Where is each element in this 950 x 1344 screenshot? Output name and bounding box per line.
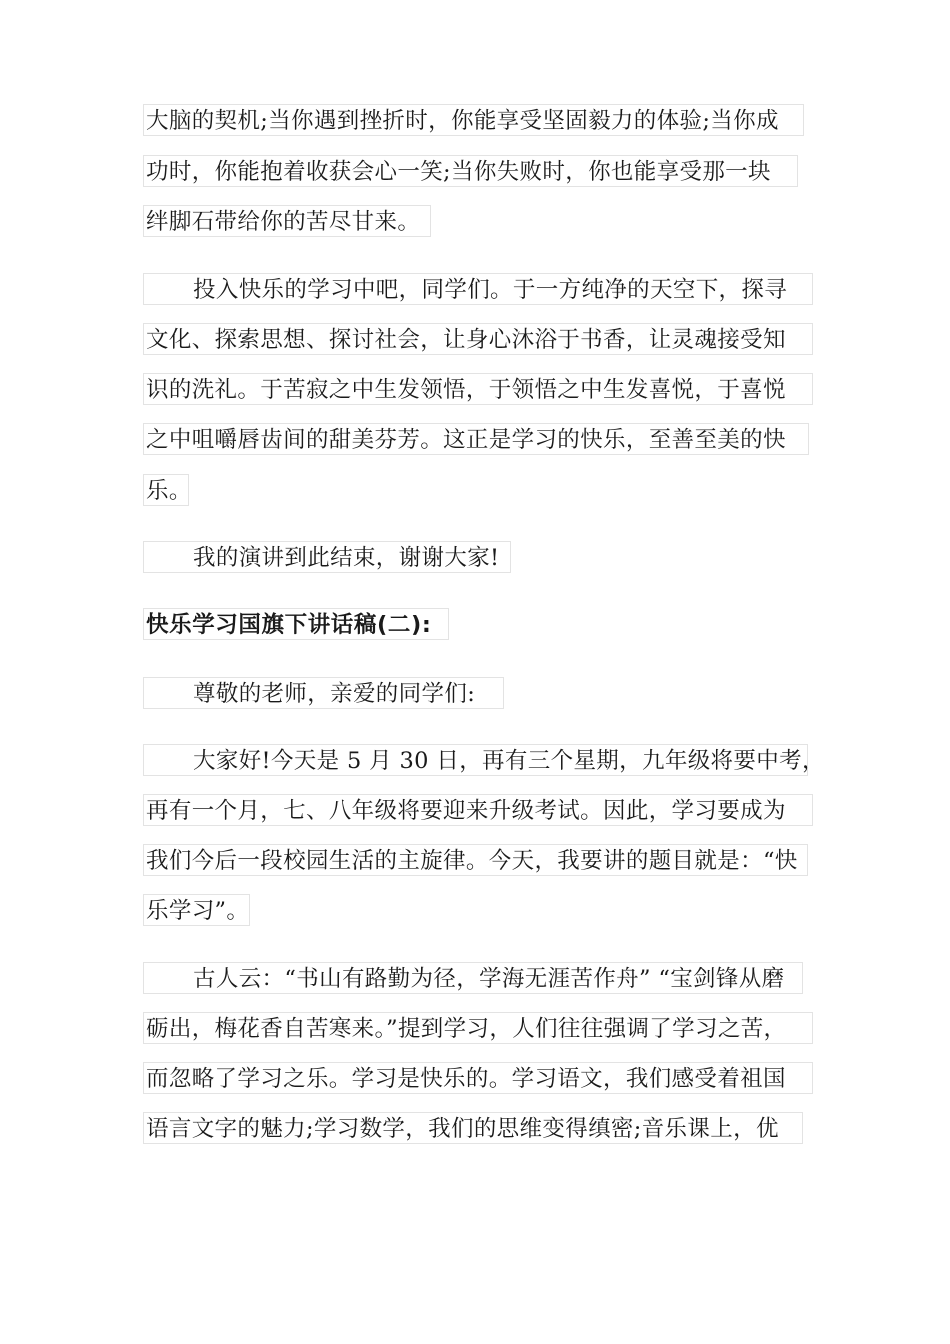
text-line: 而忽略了学习之乐。学习是快乐的。学习语文，我们感受着祖国 bbox=[143, 1062, 813, 1094]
salutation: 尊敬的老师，亲爱的同学们: bbox=[143, 677, 504, 709]
text-line: 绊脚石带给你的苦尽甘来。 bbox=[143, 205, 431, 237]
text-line: 识的洗礼。于苦寂之中生发领悟，于领悟之中生发喜悦，于喜悦 bbox=[143, 373, 813, 405]
text-line: 乐。 bbox=[143, 474, 189, 506]
text-line: 乐学习”。 bbox=[143, 894, 250, 926]
text-line: 投入快乐的学习中吧，同学们。于一方纯净的天空下，探寻 bbox=[143, 273, 813, 305]
text-line: 我们今后一段校园生活的主旋律。今天，我要讲的题目就是：“快 bbox=[143, 844, 808, 876]
text-line: 古人云：“书山有路勤为径，学海无涯苦作舟” “宝剑锋从磨 bbox=[143, 962, 803, 994]
text-line: 再有一个月，七、八年级将要迎来升级考试。因此，学习要成为 bbox=[143, 794, 813, 826]
text-line: 大脑的契机;当你遇到挫折时，你能享受坚固毅力的体验;当你成 bbox=[143, 104, 804, 136]
text-line: 功时，你能抱着收获会心一笑;当你失败时，你也能享受那一块 bbox=[143, 155, 798, 187]
text-line: 语言文字的魅力;学习数学，我们的思维变得缜密;音乐课上，优 bbox=[143, 1112, 803, 1144]
text-line: 砺出，梅花香自苦寒来。”提到学习，人们往往强调了学习之苦， bbox=[143, 1012, 813, 1044]
text-line: 文化、探索思想、探讨社会，让身心沐浴于书香，让灵魂接受知 bbox=[143, 323, 813, 355]
text-line: 之中咀嚼唇齿间的甜美芬芳。这正是学习的快乐，至善至美的快 bbox=[143, 423, 809, 455]
section-heading: 快乐学习国旗下讲话稿(二): bbox=[143, 608, 449, 640]
text-line: 大家好!今天是 5 月 30 日，再有三个星期，九年级将要中考， bbox=[143, 744, 808, 776]
text-line: 我的演讲到此结束，谢谢大家! bbox=[143, 541, 511, 573]
